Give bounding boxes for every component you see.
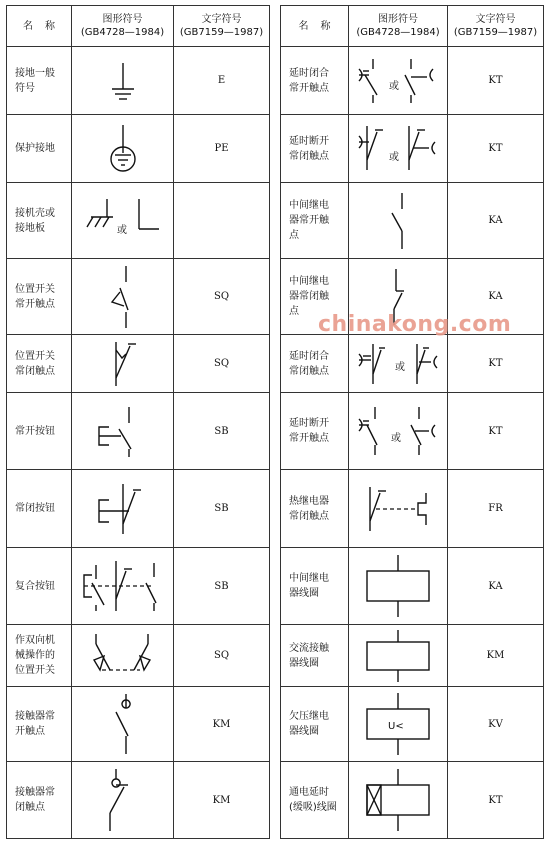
row-name: 常闭按钮	[7, 470, 72, 548]
on-delay-coil-icon	[361, 767, 435, 833]
row-code: PE	[174, 115, 270, 183]
table-row	[281, 335, 544, 393]
time-delay-opening-no-icon	[353, 403, 443, 459]
row-code: KT	[448, 115, 544, 183]
row-code	[174, 183, 270, 259]
row-name: 常开按钮	[7, 393, 72, 470]
left-header-row	[7, 6, 270, 47]
time-delay-opening-nc-icon	[353, 122, 443, 176]
relay-no-contact-icon	[378, 189, 418, 253]
row-code: SQ	[174, 259, 270, 335]
row-code: KM	[174, 687, 270, 762]
table-row	[7, 548, 270, 625]
ground-general-icon	[93, 57, 153, 105]
row-name: 接机壳或 接地板	[7, 183, 72, 259]
row-code: E	[174, 47, 270, 115]
row-code: SQ	[174, 625, 270, 687]
table-row	[7, 470, 270, 548]
table-row	[7, 335, 270, 393]
undervoltage-relay-coil-icon	[361, 691, 435, 757]
table-row	[281, 115, 544, 183]
row-name: 接地一般 符号	[7, 47, 72, 115]
table-row	[281, 47, 544, 115]
table-row	[281, 625, 544, 687]
table-row	[281, 687, 544, 762]
row-code: KA	[448, 548, 544, 625]
contactor-no-contact-icon	[98, 690, 148, 758]
row-code: SQ	[174, 335, 270, 393]
svg-text:或: 或	[116, 224, 127, 236]
row-name: 欠压继电 器线圈	[281, 687, 349, 762]
table-row	[281, 762, 544, 839]
svg-text:或: 或	[395, 361, 405, 373]
name-header: 名 称	[7, 6, 72, 47]
row-name: 中间继电 器线圈	[281, 548, 349, 625]
bidirectional-limit-switch-icon	[88, 630, 158, 682]
svg-text:或: 或	[389, 151, 399, 163]
row-name: 延时闭合 常开触点	[281, 47, 349, 115]
row-code: SB	[174, 470, 270, 548]
table-row	[281, 393, 544, 470]
name-header: 名 称	[281, 6, 349, 47]
coil-label: U<	[388, 721, 404, 732]
row-code: KT	[448, 335, 544, 393]
chassis-ground-icon	[83, 193, 163, 249]
table-row	[7, 625, 270, 687]
ac-contactor-coil-icon	[361, 628, 435, 684]
table-row	[7, 183, 270, 259]
row-code: KT	[448, 393, 544, 470]
right-header-row	[281, 6, 544, 47]
row-name: 通电延时 (缓吸)线圈	[281, 762, 349, 839]
table-row	[281, 470, 544, 548]
table-row	[7, 687, 270, 762]
symbol-header: 图形符号 (GB4728—1984)	[349, 6, 448, 47]
push-button-no-icon	[93, 401, 153, 461]
row-name: 位置开关 常闭触点	[7, 335, 72, 393]
table-row	[7, 47, 270, 115]
table-row	[281, 548, 544, 625]
row-code: KT	[448, 762, 544, 839]
limit-switch-nc-icon	[98, 338, 148, 390]
row-name: 保护接地	[15, 143, 55, 154]
row-name: 延时闭合 常闭触点	[281, 335, 349, 393]
left-symbol-table	[6, 5, 270, 839]
relay-coil-icon	[361, 553, 435, 619]
row-name: 热继电器 常闭触点	[281, 470, 349, 548]
row-name: 交流接触 器线圈	[281, 625, 349, 687]
svg-text:或: 或	[391, 433, 401, 444]
row-code: FR	[448, 470, 544, 548]
row-name: 延时断开 常闭触点	[281, 115, 349, 183]
row-code: KV	[448, 687, 544, 762]
code-header: 文字符号 (GB7159—1987)	[174, 6, 270, 47]
row-code: SB	[174, 548, 270, 625]
compound-button-icon	[78, 555, 168, 617]
row-name: 作双向机 械操作的 位置开关	[7, 625, 72, 687]
row-name: 接触器常 开触点	[7, 687, 72, 762]
row-name: 延时断开 常开触点	[281, 393, 349, 470]
svg-text:或: 或	[389, 80, 399, 92]
thermal-relay-nc-icon	[358, 481, 438, 537]
row-code: SB	[174, 393, 270, 470]
row-name: 中间继电 器常闭触 点	[281, 259, 349, 335]
time-delay-closing-no-icon	[353, 55, 443, 107]
table-row	[7, 762, 270, 839]
row-name: 复合按钮	[7, 548, 72, 625]
row-name: 接触器常 闭触点	[7, 762, 72, 839]
row-name: 中间继电 器常开触 点	[281, 183, 349, 259]
symbol-header: 图形符号 (GB4728—1984)	[72, 6, 174, 47]
watermark: chinakong.com	[318, 312, 512, 337]
table-row	[7, 259, 270, 335]
row-code: KM	[174, 762, 270, 839]
table-row	[281, 183, 544, 259]
row-code: KA	[448, 183, 544, 259]
push-button-nc-icon	[93, 478, 153, 540]
row-code: KM	[448, 625, 544, 687]
time-delay-closing-nc-icon	[353, 340, 443, 388]
table-row	[7, 115, 270, 183]
row-name: 位置开关 常开触点	[7, 259, 72, 335]
code-header: 文字符号 (GB7159—1987)	[448, 6, 544, 47]
row-code: KT	[448, 47, 544, 115]
contactor-nc-contact-icon	[98, 765, 148, 835]
row-code: KA	[448, 259, 544, 335]
right-symbol-table	[280, 5, 544, 839]
protective-earth-icon	[93, 121, 153, 177]
table-row	[7, 393, 270, 470]
limit-switch-no-icon	[98, 262, 148, 332]
